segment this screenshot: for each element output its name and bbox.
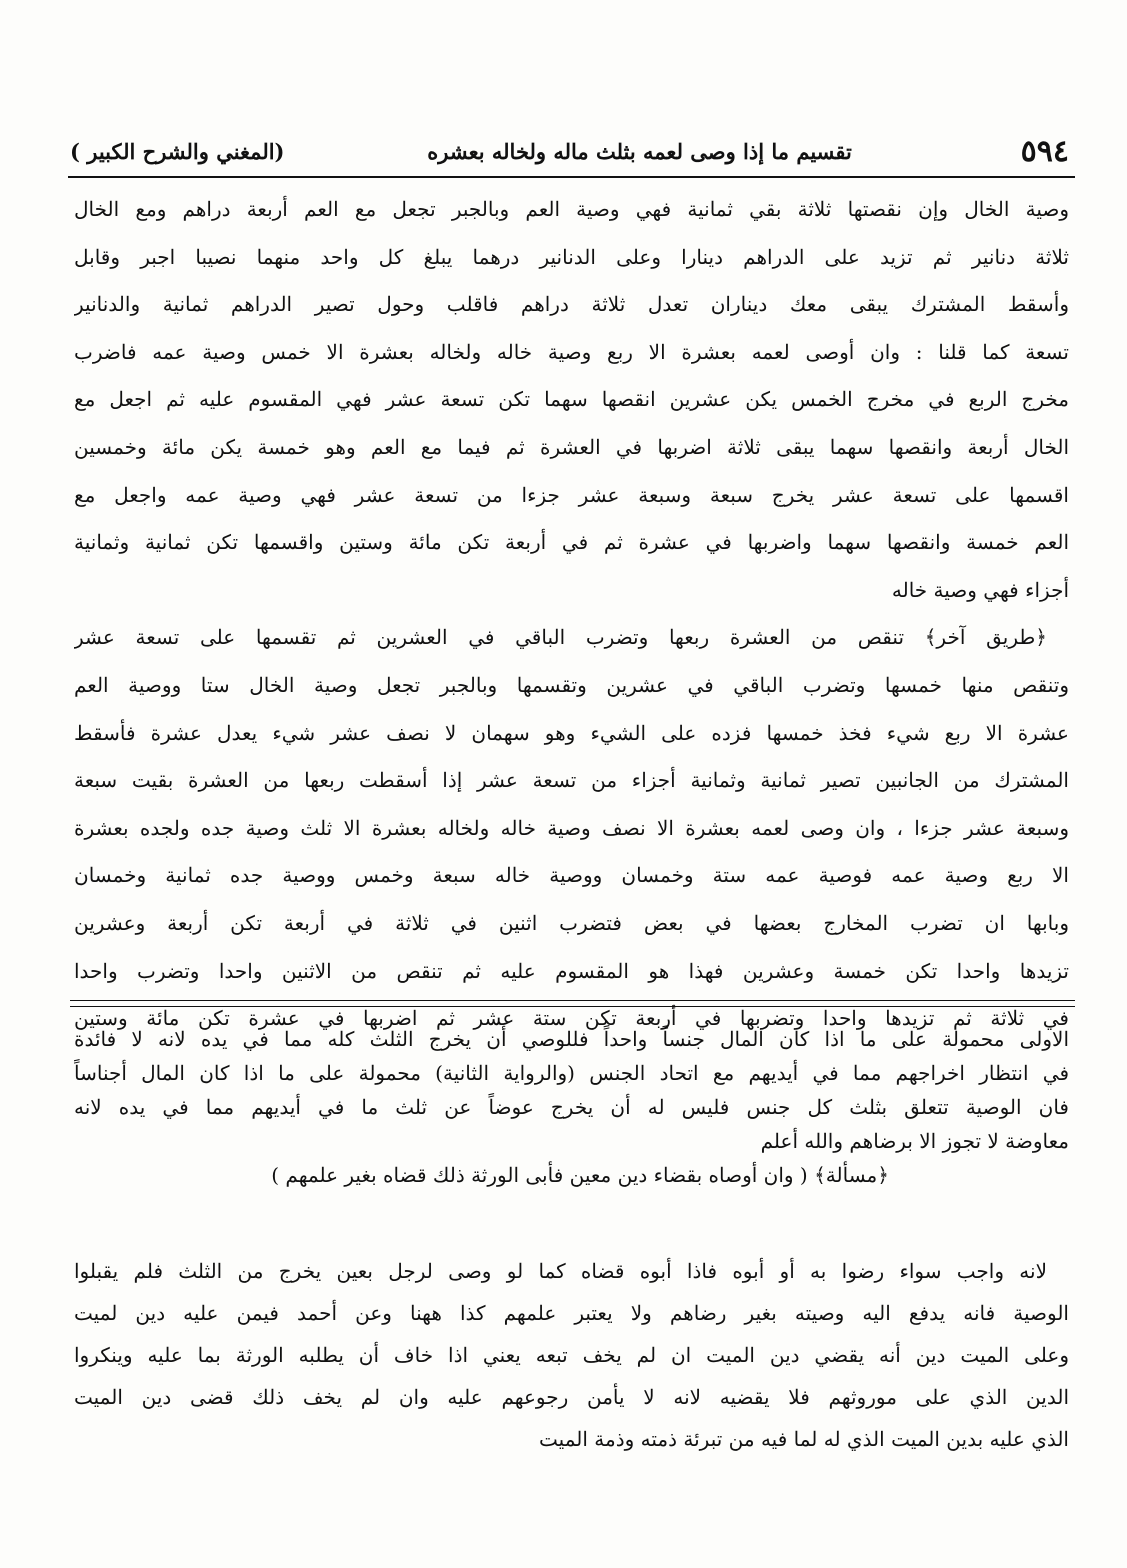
text-line: الوصية فانه يدفع اليه وصيته بغير رضاهم ولا يعتبر علمهم كذا ههنا وعن أحمد فيمن عليه دين لميت [74,1301,1069,1325]
text-line: وعلى الميت دين أنه يقضي دين الميت ان لم يخف تبعه يعني اذا خاف أن يطلبه الورثة بما عليه وينكروا [74,1343,1069,1367]
text-line: الا ربع وصية عمه فوصية عمه ستة وخمسان ووصية خاله سبعة وخمس ووصية جده ثمانية وخمسان [74,863,1069,888]
text-line: أجزاء فهي وصية خاله [891,577,1069,602]
main-text [74,186,1069,1043]
text-line: في ثلاثة ثم تزيدها واحدا وتضربها في أربعة تكن ستة عشر ثم اضربها في عشرة تكن مائة وستين [74,1006,1069,1031]
text-line: ﴿طريق آخر﴾ تنقص من العشرة ربعها وتضرب الباقي في العشرين ثم تقسمها على تسعة عشر [74,625,1047,650]
text-line: اقسمها على تسعة عشر يخرج سبعة وسبعة عشر جزءا من تسعة عشر فهي وصية عمه واجعل مع [74,482,1069,507]
text-line: لانه واجب سواء رضوا به أو أبوه فاذا أبوه قضاه كما لو وصى لرجل بعين يخرج من الثلث فلم يقبلوا [74,1259,1047,1283]
text-line: الاولى محمولة على ما اذا كان المال جنساً واحداً فللوصي أن يخرج الثلث كله مما في يده لانه لا فائدة [74,1027,1069,1051]
text-line: تسعة كما قلنا : وان أوصى لعمه بعشرة الا ربع وصية خاله ولخاله بعشرة الا خمس وصية عمه فاضرب [74,339,1069,364]
separator-rule [70,1006,1075,1007]
text-line: عشرة الا ربع شيء فخذ خمسها فزده على الشيء وهو سهمان لا نصف عشر شيء يعدل عشرة فأسقط [74,720,1069,745]
text-line: وصية الخال وإن نقصتها ثلاثة بقي ثمانية فهي وصية العم وبالجبر تجعل مع العم أربعة دراهم ومع الخال [74,197,1069,221]
text-line: الذي عليه بدين الميت الذي له لما فيه من تبرئة ذمته وذمة الميت [539,1427,1069,1451]
text-line: تزيدها واحدا تكن خمسة وعشرين فهذا هو المقسوم عليه ثم تنقص من الاثنين واحدا وتضرب واحدا [74,958,1069,983]
page-number: ٥٩٤ [1020,133,1069,169]
text-line: المشترك من الجانبين تصير ثمانية وثمانية أجزاء من تسعة عشر إذا أسقطت ربعها من العشرة بقيت سبعة [74,768,1069,793]
text-line: العم خمسة وانقصها سهما واضربها في عشرة ثم في أربعة تكن مائة وستين واقسمها تكن ثمانية وثمانية [74,530,1069,555]
running-title: تقسيم ما إذا وصى لعمه بثلث ماله ولخاله بعشره [427,138,852,164]
text-line: وبابها ان تضرب المخارج بعضها في بعض فتضرب اثنين في ثلاثة في أربعة تكن أربعة وعشرين [74,910,1069,935]
text-line: الدين الذي على موروثهم فلا يقضيه لانه لا يأمن رجوعهم عليه وان لم يخف ذلك قضى دين الميت [74,1385,1069,1409]
masala-heading: ﴿مسألة﴾ ( وان أوصاه بقضاء دين معين فأبى الورثة ذلك قضاه بغير علمهم ) [271,1163,889,1187]
page-header [70,128,1069,174]
text-line: في انتظار اخراجهم مما في أيديهم مع اتحاد الجنس (والرواية الثانية) محمولة على ما اذا كان المال أجناساً [74,1061,1069,1085]
commentary-text [74,1250,1069,1460]
book-title: (المغني والشرح الكبير ) [70,138,285,164]
text-line: ثلاثة دنانير ثم تزيد على الدراهم دينارا وعلى الدنانير درهما يبلغ كل واحد منهما نصيبا اجبر وقابل [74,244,1069,269]
text-line: الخال أربعة وانقصها سهما يبقى ثلاثة اضربها في العشرة ثم فيما مع العم وهو خمسة يكن مائة وخمسين [74,434,1069,459]
separator-rule [70,1000,1075,1001]
text-line: وأسقط المشترك يبقى معك ديناران تعدل ثلاثة دراهم فاقلب وحول تصير الدراهم ثمانية والدنانير [74,292,1069,317]
text-line: فان الوصية تتعلق بثلث كل جنس فليس له أن يخرج عوضاً عن ثلث ما في أيديهم مما في يده لانه [74,1095,1069,1119]
text-line: وسبعة عشر جزءا ، وان وصى لعمه بعشرة الا نصف وصية خاله ولخاله بعشرة الا ثلث وصية جده ولجده بعشرة [74,815,1069,840]
text-line: معاوضة لا تجوز الا برضاهم والله أعلم [760,1129,1069,1153]
lower-section-text [74,1022,1069,1192]
text-line: وتنقص منها خمسها وتضرب الباقي في عشرين وتقسمها وبالجبر تجعل وصية الخال ستا ووصية العم [74,672,1069,697]
text-line: مخرج الربع في مخرج الخمس يكن عشرين انقصها سهما تكن تسعة عشر فهي المقسوم عليه ثم اجعل مع [74,387,1069,412]
header-rule [68,176,1075,178]
